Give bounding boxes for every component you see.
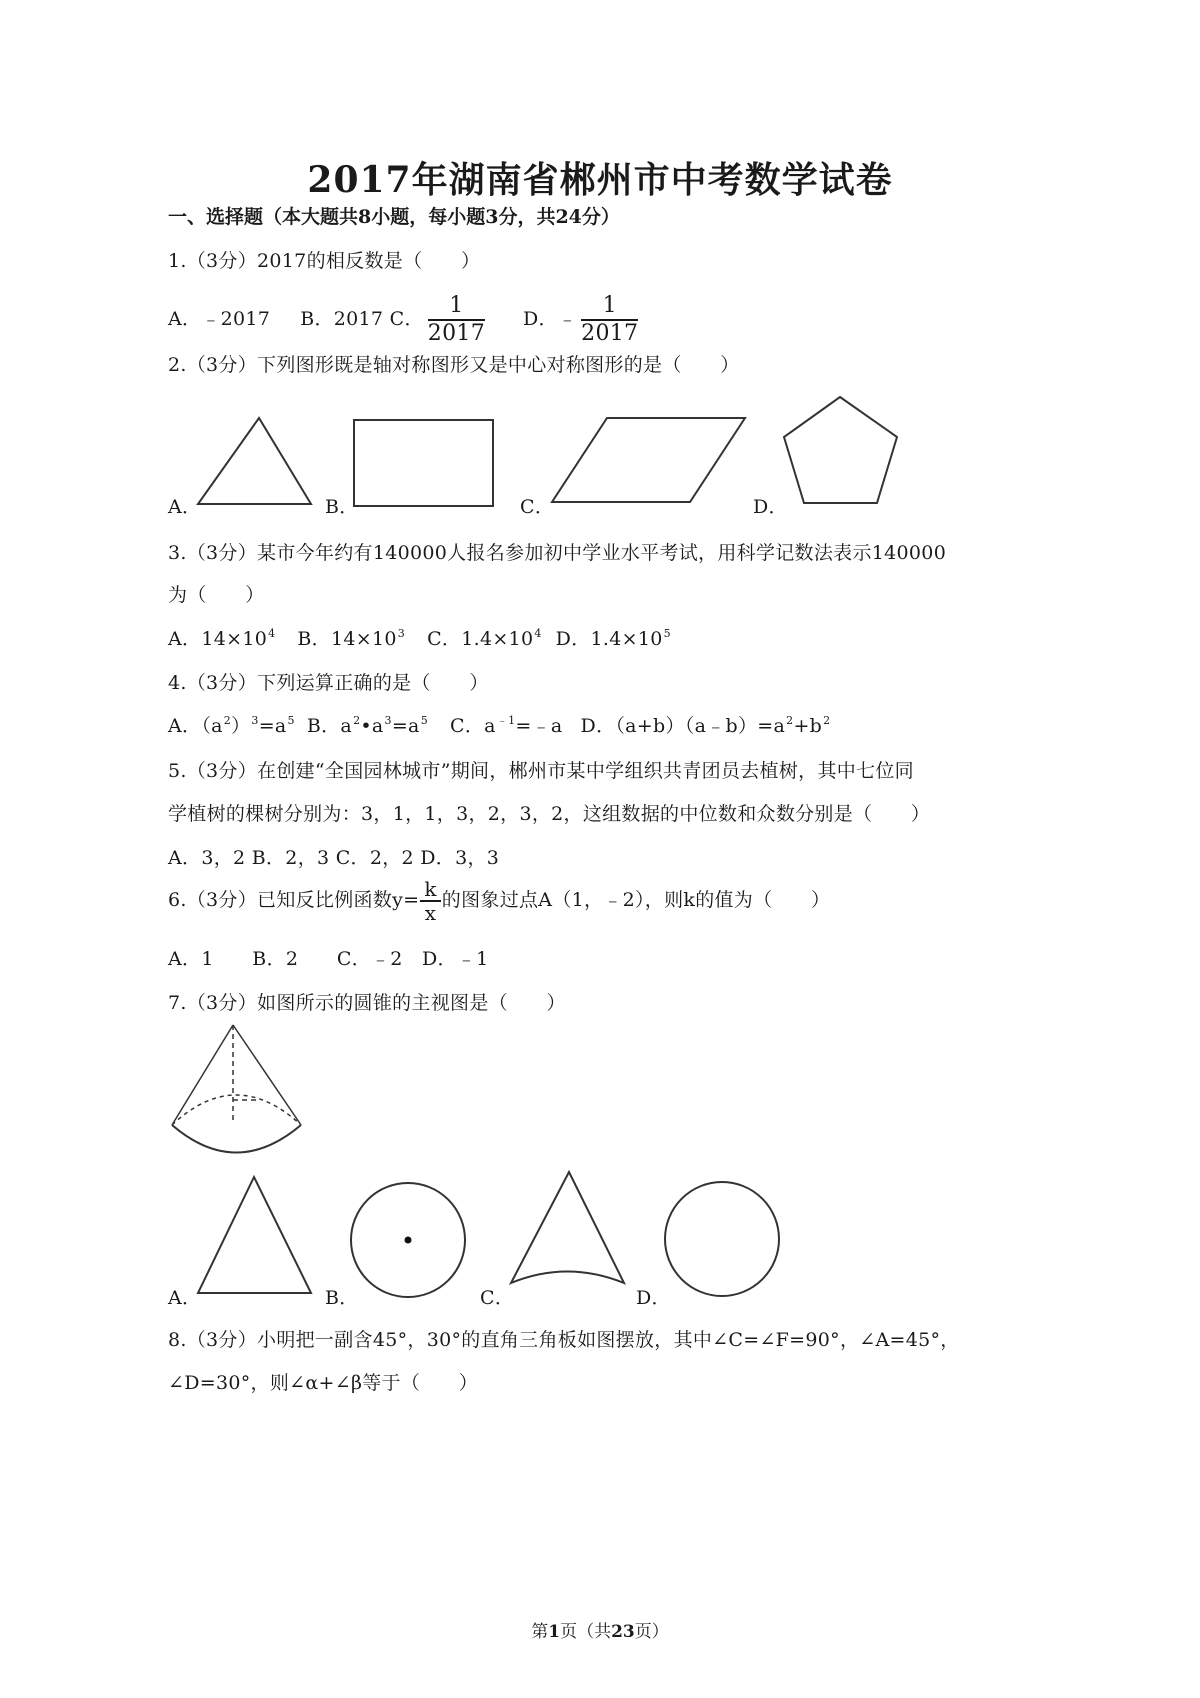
question-1-stem: 1.（3分）2017的相反数是（ ） (168, 250, 481, 272)
option-d: D． (753, 496, 788, 518)
question-7-stem: 7.（3分）如图所示的圆锥的主视图是（ ） (168, 992, 566, 1014)
pentagon-figure (784, 397, 897, 503)
question-5-options: A．3，2 B．2，3 C．2，2 D．3，3 (168, 847, 500, 869)
option-c: C． (389, 308, 424, 330)
question-8-stem-line1: 8.（3分）小明把一副含45°，30°的直角三角板如图摆放，其中∠C=∠F=90°，∠A=45°， (168, 1329, 960, 1351)
center-point-icon (405, 1237, 412, 1244)
question-2-stem: 2.（3分）下列图形既是轴对称图形又是中心对称图形的是（ ） (168, 354, 740, 376)
option-b: B． (325, 496, 359, 518)
page-footer: 第1页（共23页） (531, 1622, 669, 1642)
option-b: B．2017 (300, 308, 384, 330)
option-d: D．﹣ (523, 308, 578, 330)
option-a: A．﹣2017 (168, 308, 271, 330)
question-4-stem: 4.（3分）下列运算正确的是（ ） (168, 672, 489, 694)
question-3-options: A．$14\times 10^4$ B．$14\times 10^3$ C．$1.4\times 10^4$ D．$1.4\times 10^5$ (168, 627, 671, 650)
fraction: $\frac{1}{2017}$ (427, 293, 485, 346)
question-6-options: A．1 B．2 C．﹣2 D．﹣1 (168, 948, 489, 970)
triangle-figure (198, 418, 311, 504)
option-a: A． (168, 1287, 202, 1309)
question-3-stem-line2: 为（ ） (168, 584, 265, 606)
fraction: $\frac{1}{2017}$ (581, 293, 639, 346)
cone-figure (172, 1025, 301, 1153)
section-heading: 一、选择题（本大题共8小题，每小题3分，共24分） (168, 206, 620, 228)
option-c: C． (520, 496, 555, 518)
question-8-stem-line2: ∠D=30°，则∠α+∠β等于（ ） (168, 1372, 479, 1394)
triangle-view-figure (198, 1177, 311, 1293)
question-6-stem: 6.（3分）已知反比例函数y= $\frac{k}{x}$ 的图象过点A（1，﹣2），则k的值为（ ） (168, 877, 831, 925)
option-c: C． (480, 1287, 515, 1309)
question-3-stem-line1: 3.（3分）某市今年约有140000人报名参加初中学业水平考试，用科学记数法表示140000 (168, 542, 947, 564)
page-title: 2017年湖南省郴州市中考数学试卷 (307, 159, 893, 201)
option-d: D． (636, 1287, 671, 1309)
fraction: $\frac{k}{x}$ (420, 878, 440, 924)
option-b: B． (325, 1287, 359, 1309)
parallelogram-figure (552, 418, 745, 502)
question-5-stem-line1: 5.（3分）在创建“全国园林城市”期间，郴州市某中学组织共青团员去植树，其中七位同 (168, 760, 914, 782)
circle-figure (665, 1182, 779, 1296)
sector-figure (511, 1172, 624, 1283)
question-4-options: A．$(a^2)^3=a^5$ B．$a^2•a^3=a^5$ C．$a^{﹣1}=﹣a$ D．$(a+b)(a﹣b)=a^2+b^2$ (168, 714, 831, 737)
rectangle-figure (354, 420, 493, 506)
option-a: A． (168, 496, 202, 518)
question-5-stem-line2: 学植树的棵树分别为：3，1，1，3，2，3，2，这组数据的中位数和众数分别是（ ） (168, 803, 931, 825)
